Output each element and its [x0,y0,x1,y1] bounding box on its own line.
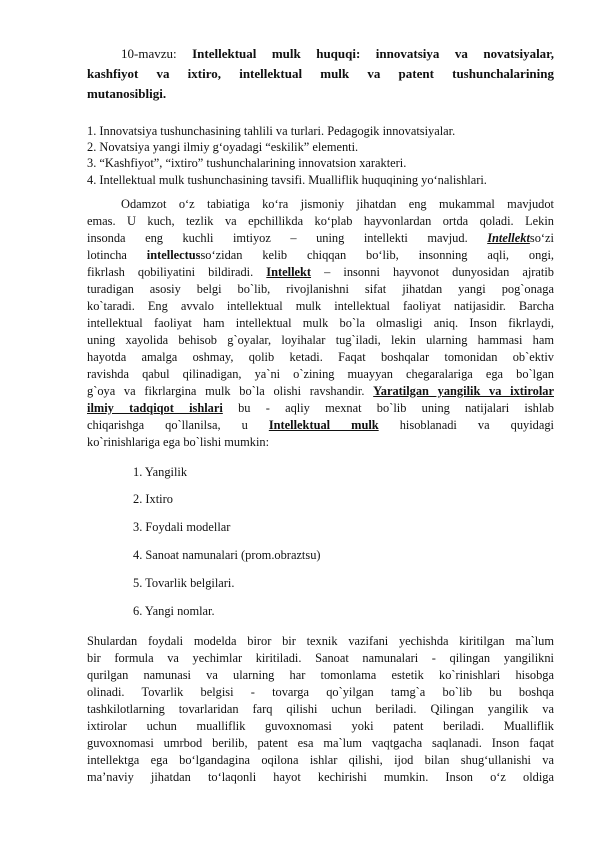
paragraph-line: qurilgan namunasi va ularning har tomonlama estetik ko`rinishlari hisobga [87,668,554,682]
paragraph-line: tashkilotlarning tovarlaridan farq qilishi uchun beriladi. Qilingan yangilik va [87,702,554,716]
paragraph-line: hayotda amalga oshmay, qolib ketadi. Faqat boshqalar tomonidan ob`ektiv [87,350,554,364]
paragraph-line: ko`taradi. Eng avvalo intellektual mulk intellektual faoliyat natijasidir. Barcha [87,299,554,313]
paragraph-line: emas. U kuch, tezlik va epchillikda ko‘plab hayvonlardan ortda qoladi. Lekin [87,214,554,228]
page-title-line-3: mutanosibligi. [87,86,167,101]
term-intellekt-2: Intellekt [266,265,312,279]
term-ilmiy-tadqiqot: ilmiy tadqiqot ishlari [87,401,223,415]
topic-item: 3. “Kashfiyot”, “ixtiro” tushunchalarining innovatsion xarakteri. [87,156,407,170]
page-title-line-2: kashfiyot va ixtiro, intellektual mulk va patent tushunchalarining [87,66,554,81]
paragraph-line: olinadi. Tovarlik belgisi - tovarga qo`yilgan tamg`a bo`lib bu boshqa [87,685,554,699]
page-title-line-1 [121,44,554,64]
paragraph-line: uning xayolida behisob g`oyalar, loyihalar tug`iladi, lekin ularning hammasi ham [87,333,554,347]
paragraph-line: bir formula va yechimlar kiritiladi. Sanoat namunalari - qilingan yangilikni [87,651,554,665]
paragraph-line: intellektga ega bo‘lgandagina oqilona ishlar qilishi, ijod bilan shug‘ullanishi va [87,753,554,767]
term-intellekt: Intellekt [487,231,530,245]
term-yangilik: Yaratilgan yangilik va ixtirolar [373,384,554,398]
paragraph-line: turadigan asosiy belgi bo`lib, rivojlanishni sifat jihatdan yangi pog`onaga [87,282,554,296]
list-item: 4. Sanoat namunalari (prom.obraztsu) [133,548,321,562]
paragraph-line: ravishda qabul qilinadigan, ya`ni o`zining muayyan chegaralariga ega bo`lgan [87,367,554,381]
paragraph-line: ma’naviy jihatdan to‘laqonli hayot kechirishi mumkin. Inson o‘z oldiga [87,770,554,784]
list-item: 1. Yangilik [133,465,188,479]
paragraph-line: chiqarishga qo`llanilsa, u Intellektual mulk hisoblanadi va quyidagi [87,418,554,432]
title-prefix: 10-mavzu: [121,46,177,61]
paragraph-line: lotincha intellectusso‘zidan kelib chiqqan bo‘lib, insonning aqli, ongi, [87,248,555,262]
paragraph-line: Shulardan foydali modelda biror bir texnik vazifani yechishda kiritilgan ma`lum [87,634,554,648]
paragraph-line: insonda eng kuchli imtiyoz – uning intellekti mavjud. Intellektso‘zi [87,231,554,245]
paragraph-line: ilmiy tadqiqot ishlari bu - aqliy mexnat bo`lib uning natijalari ishlab [87,401,554,415]
paragraph-line: ko`rinishlariga ega bo`lishi mumkin: [87,435,270,449]
topic-item: 1. Innovatsiya tushunchasining tahlili va turlari. Pedagogik innovatsiyalar. [87,124,456,138]
paragraph-line: ixtirolar uchun mualliflik guvoxnomasi yoki patent beriladi. Mualliflik [87,719,554,733]
list-item: 6. Yangi nomlar. [133,604,215,618]
term-intellectus: intellectus [146,248,201,262]
paragraph-line: Odamzot o‘z tabiatiga ko‘ra jismoniy jihatdan eng mukammal mavjudot [121,197,554,211]
paragraph-line: g`oya va fikrlargina mulk bo`la olishi ravshandir. Yaratilgan yangilik va ixtirolar [87,384,554,398]
topic-item: 4. Intellektual mulk tushunchasining tavsifi. Mualliflik huquqining yo‘nalishlari. [87,173,487,187]
paragraph-line: intellektual faoliyat ham intellektual mulk bo`la olmasligi aniq. Inson fikrlaydi, [87,316,554,330]
list-item: 2. Ixtiro [133,492,173,506]
list-item: 3. Foydali modellar [133,520,231,534]
paragraph-line: guvoxnomasi umrbod berilib, patent esa ma`lum vaqtgacha saqlanadi. Inson faqat [87,736,554,750]
list-item: 5. Tovarlik belgilari. [133,576,235,590]
paragraph-line: fikrlash qobiliyatini bildiradi. Intellekt – insonni hayvonot dunyosidan ajratib [87,265,554,279]
term-intellektual-mulk: Intellektual mulk [268,418,379,432]
title-bold-1: Intellektual mulk huquqi: innovatsiya va novatsiyalar, [192,46,555,61]
topic-item: 2. Novatsiya yangi ilmiy g‘oyadagi “eskilik” elementi. [87,140,359,154]
